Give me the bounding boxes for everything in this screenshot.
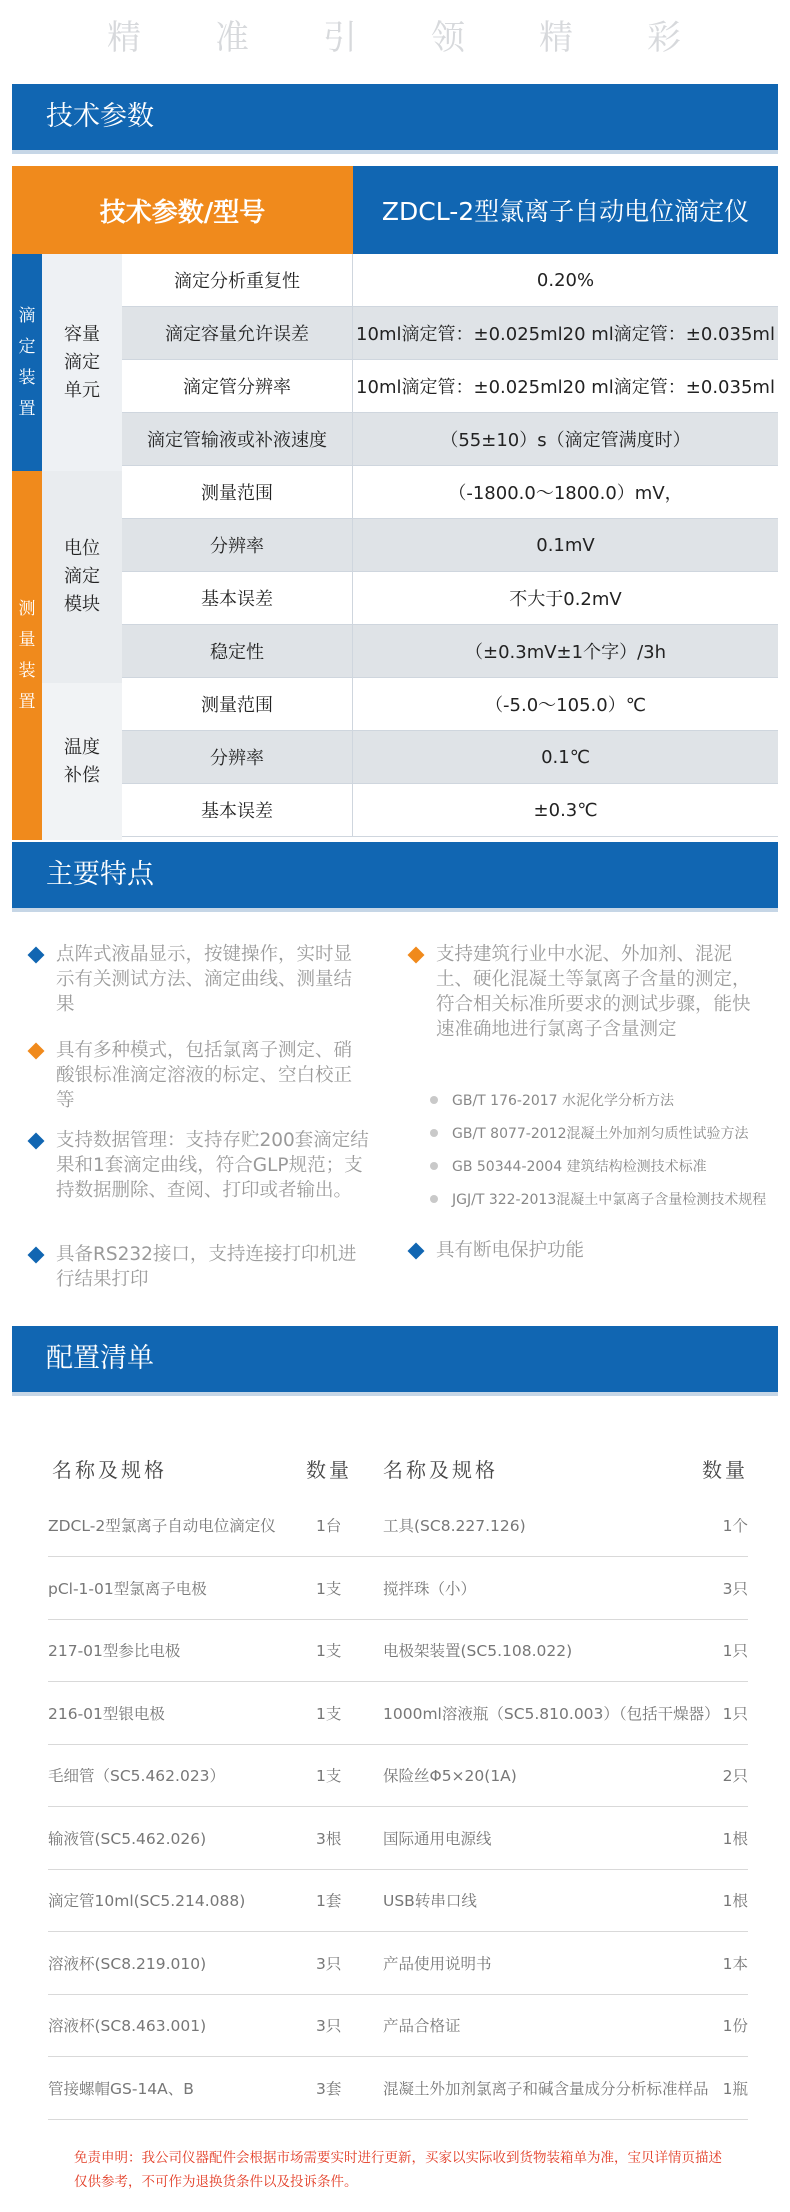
param-value: 不大于0.2mV — [509, 589, 622, 610]
config-row — [48, 1807, 748, 1870]
param-value: （-5.0～105.0）℃ — [485, 695, 646, 716]
config-row — [48, 1557, 748, 1620]
table-row — [122, 360, 778, 413]
feature-item: 支持数据管理：支持存贮200套滴定结果和1套滴定曲线，符合GLP规范；支持数据删除、查阅、打印或者输出。 — [30, 1128, 370, 1203]
config-item-qty: 1套 — [316, 1892, 342, 1910]
feature-item: 支持建筑行业中水泥、外加剂、混泥土、硬化混凝土等氯离子含量的测定，符合相关标准所要求的测试步骤，能快速准确地进行氯离子含量测定 — [410, 942, 766, 1042]
header-qty-1: 数量 — [306, 1458, 352, 1482]
disclaimer-text: 免责申明：我公司仪器配件会根据市场需要实时进行更新，买家以实际收到货物装箱单为准，宝贝详情页描述仅供参考，不可作为退换货条件以及投诉条件。 — [74, 2150, 722, 2190]
param-name: 测量范围 — [122, 466, 353, 518]
diamond-bullet-icon — [408, 1243, 425, 1260]
config-item-qty: 2只 — [722, 1767, 748, 1785]
config-header — [48, 1448, 748, 1484]
feature-item: 具备RS232接口，支持连接打印机进行结果打印 — [30, 1242, 370, 1292]
slogan-char: 彩 — [647, 18, 683, 58]
subgroup-volume-unit: 容量滴定单元 — [42, 254, 122, 471]
table-row — [122, 731, 778, 784]
param-name: 测量范围 — [122, 678, 353, 730]
tech-table-body — [12, 254, 778, 840]
param-value: 0.1mV — [536, 534, 595, 556]
subgroup-potential-module: 电位滴定模块 — [42, 471, 122, 683]
config-item-qty: 1份 — [722, 2017, 748, 2035]
table-row — [122, 254, 778, 307]
config-item-qty: 3只 — [316, 1954, 342, 1973]
param-value: ±0.3℃ — [533, 799, 598, 821]
config-item-name: 溶液杯(SC8.219.010) — [48, 1954, 207, 1973]
config-row — [48, 1682, 748, 1745]
config-row — [48, 1619, 748, 1682]
diamond-bullet-icon — [28, 1043, 45, 1060]
config-item-qty: 1台 — [316, 1517, 342, 1535]
table-row — [122, 678, 778, 731]
config-item-name: USB转串口线 — [383, 1892, 477, 1910]
config-item-name: ZDCL-2型氯离子自动电位滴定仪 — [48, 1517, 276, 1535]
param-name: 滴定管分辨率 — [122, 360, 353, 412]
param-name: 滴定管输液或补液速度 — [122, 413, 353, 465]
param-value: 10ml滴定管：±0.025ml20 ml滴定管：±0.035ml — [356, 324, 775, 345]
config-row — [48, 1932, 748, 1995]
param-value: （-1800.0～1800.0）mV， — [448, 483, 683, 504]
slogan-char: 引 — [323, 18, 359, 58]
header-param-model: 技术参数/型号 — [12, 166, 353, 254]
param-value: （55±10）s（滴定管满度时） — [440, 430, 691, 451]
table-row — [122, 466, 778, 519]
param-name: 稳定性 — [122, 625, 353, 677]
table-row — [122, 519, 778, 572]
spec-rows — [122, 254, 778, 837]
slogan-char: 精 — [539, 18, 575, 58]
config-item-qty: 3根 — [316, 1829, 342, 1848]
diamond-bullet-icon — [28, 1133, 45, 1150]
config-item-name: 产品合格证 — [383, 2017, 461, 2035]
config-item-name: 管接螺帽GS-14A、B — [48, 2079, 194, 2098]
config-item-qty: 3只 — [722, 1579, 748, 1598]
table-row — [122, 784, 778, 837]
param-name: 滴定分析重复性 — [122, 254, 353, 306]
param-name: 滴定容量允许误差 — [122, 307, 353, 359]
config-item-qty: 1根 — [722, 1829, 748, 1848]
header-qty-2: 数量 — [702, 1458, 748, 1482]
config-item-name: 保险丝Φ5×20(1A) — [383, 1767, 517, 1785]
config-item-qty: 1支 — [316, 1579, 342, 1598]
section-title-tech: 技术参数 — [12, 84, 778, 150]
tech-table-header — [12, 166, 778, 254]
diamond-bullet-icon — [28, 947, 45, 964]
config-item-name: 输液管(SC5.462.026) — [48, 1829, 207, 1848]
group-measurement-device: 测量装置 — [12, 471, 42, 840]
config-item-name: 溶液杯(SC8.463.001) — [48, 2017, 207, 2035]
config-item-name: 产品使用说明书 — [383, 1954, 492, 1973]
table-row — [122, 307, 778, 360]
header-name-2: 名称及规格 — [383, 1458, 498, 1482]
standard-item: JGJ/T 322-2013混凝土中氯离子含量检测技术规程 — [430, 1189, 766, 1209]
config-item-name: 混凝土外加剂氯离子和碱含量成分分析标准样品 — [383, 2079, 709, 2098]
param-value: 0.1℃ — [541, 746, 590, 768]
standard-item: GB/T 176-2017 水泥化学分析方法 — [430, 1090, 674, 1110]
diamond-bullet-icon — [408, 947, 425, 964]
config-item-name: 1000ml溶液瓶（SC5.810.003）（包括干燥器） — [383, 1704, 720, 1723]
config-item-qty: 1支 — [316, 1704, 342, 1723]
config-item-name: 216-01型银电极 — [48, 1704, 165, 1723]
feature-item: 点阵式液晶显示，按键操作，实时显示有关测试方法、滴定曲线、测量结果 — [30, 942, 370, 1017]
config-row — [48, 1869, 748, 1932]
feature-item: 具有多种模式，包括氯离子测定、硝酸银标准滴定溶液的标定、空白校正等 — [30, 1038, 370, 1113]
config-item-name: 电极架装置(SC5.108.022) — [383, 1642, 573, 1660]
param-name: 基本误差 — [122, 572, 353, 624]
dot-bullet-icon — [430, 1195, 438, 1203]
config-item-qty: 1个 — [722, 1517, 748, 1535]
config-item-qty: 1瓶 — [722, 2079, 748, 2098]
config-row — [48, 1744, 748, 1807]
config-row — [48, 2057, 748, 2120]
table-row — [122, 413, 778, 466]
config-item-qty: 1支 — [316, 1767, 342, 1785]
config-item-qty: 1只 — [722, 1704, 748, 1723]
param-name: 分辨率 — [122, 731, 353, 783]
config-row — [48, 1494, 748, 1557]
config-item-name: pCl-1-01型氯离子电极 — [48, 1579, 207, 1598]
slogan-char: 精 — [107, 18, 143, 58]
config-item-qty: 1只 — [722, 1642, 748, 1660]
slogan-char: 领 — [431, 18, 467, 58]
diamond-bullet-icon — [28, 1247, 45, 1264]
config-item-name: 国际通用电源线 — [383, 1829, 492, 1848]
param-name: 分辨率 — [122, 519, 353, 571]
config-item-qty: 1根 — [722, 1892, 748, 1910]
config-item-qty: 1支 — [316, 1642, 342, 1660]
dot-bullet-icon — [430, 1096, 438, 1104]
config-item-qty: 3只 — [316, 2017, 342, 2035]
param-value: 10ml滴定管：±0.025ml20 ml滴定管：±0.035ml — [356, 377, 775, 398]
config-item-name: 滴定管10ml(SC5.214.088) — [48, 1892, 246, 1910]
slogan-char: 准 — [215, 18, 251, 58]
section-title-features: 主要特点 — [12, 842, 778, 908]
table-row — [122, 625, 778, 678]
table-row — [122, 572, 778, 625]
config-item-qty: 1本 — [722, 1954, 748, 1973]
dot-bullet-icon — [430, 1129, 438, 1137]
header-model-name: ZDCL-2型氯离子自动电位滴定仪 — [353, 166, 778, 254]
header-name-1: 名称及规格 — [52, 1458, 167, 1482]
slogan-banner — [0, 10, 790, 60]
config-item-name: 217-01型参比电极 — [48, 1642, 181, 1660]
tech-spec-table — [12, 166, 778, 840]
dot-bullet-icon — [430, 1162, 438, 1170]
config-item-name: 工具(SC8.227.126) — [383, 1517, 526, 1535]
standard-item: GB 50344-2004 建筑结构检测技术标准 — [430, 1156, 707, 1176]
standard-item: GB/T 8077-2012混凝土外加剂匀质性试验方法 — [430, 1123, 748, 1143]
param-value: （±0.3mV±1个字）/3h — [464, 642, 666, 663]
config-item-name: 毛细管（SC5.462.023） — [48, 1767, 226, 1785]
config-item-qty: 3套 — [316, 2079, 342, 2098]
param-name: 基本误差 — [122, 784, 353, 836]
section-title-config: 配置清单 — [12, 1326, 778, 1392]
group-titration-device: 滴定装置 — [12, 254, 42, 471]
config-item-name: 搅拌珠（小） — [383, 1579, 477, 1598]
param-value: 0.20% — [536, 269, 595, 291]
subgroup-temperature-compensation: 温度补偿 — [42, 683, 122, 840]
config-row — [48, 1994, 748, 2057]
feature-item: 具有断电保护功能 — [410, 1238, 766, 1263]
